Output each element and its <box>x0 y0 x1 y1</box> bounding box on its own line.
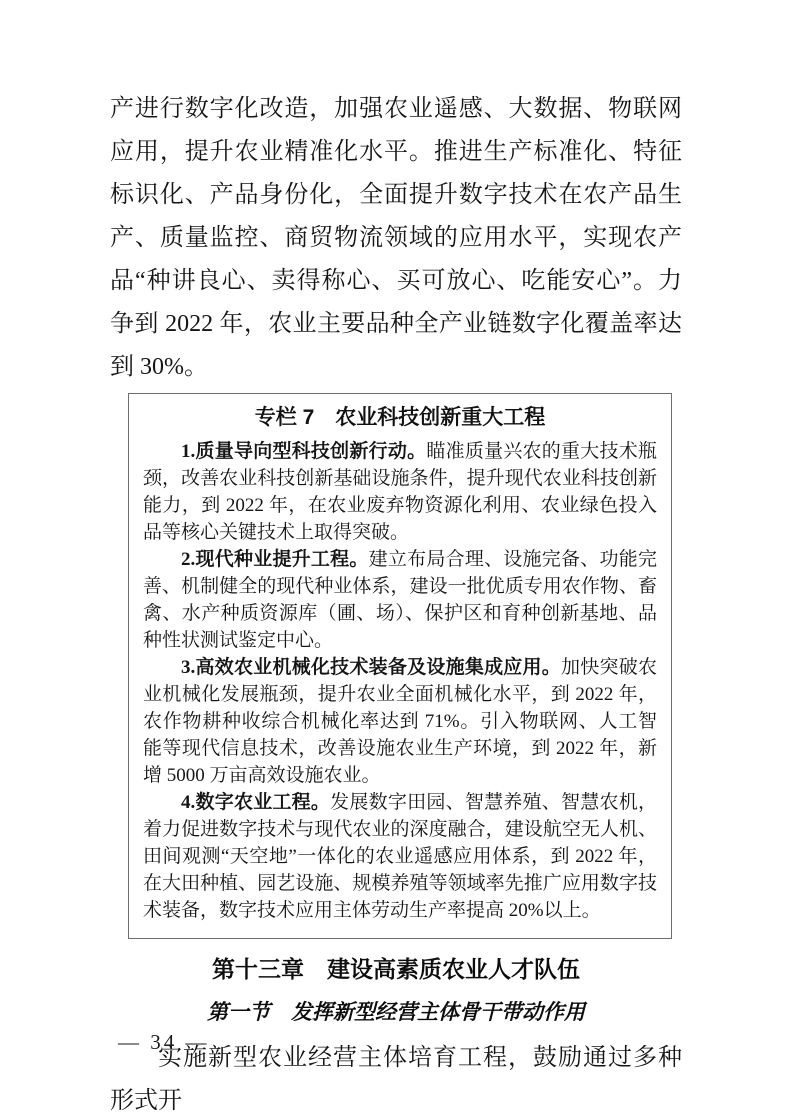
section-heading: 第一节 发挥新型经营主体骨干带动作用 <box>207 1000 585 1024</box>
callout-item-3-text: 加快突破农业机械化发展瓶颈，提升农业全面机械化水平，到 2022 年，农作物耕种收综合机械化率达到 71%。引入物联网、人工智能等现代信息技术，改善设施农业生产环境，到 2022 年，新增 5000 万亩高效设施农业。 <box>143 657 657 786</box>
closing-paragraph: 实施新型农业经营主体培育工程，鼓励通过多种形式开 <box>110 1045 682 1114</box>
callout-item-2 <box>143 546 657 654</box>
callout-item-1 <box>143 438 657 546</box>
callout-item-2-lead: 2.现代种业提升工程。 <box>181 549 369 570</box>
callout-item-3 <box>143 654 657 789</box>
callout-item-4-text: 发展数字田园、智慧养殖、智慧农机，着力促进数字技术与现代农业的深度融合，建设航空无人机、田间观测“天空地”一体化的农业遥感应用体系，到 2022 年，在大田种植、园艺设施、规模养殖等领域率先推广应用数字技术装备，数字技术应用主体劳动生产率提高 20%以上。 <box>143 792 657 921</box>
callout-item-3-lead: 3.高效农业机械化技术装备及设施集成应用。 <box>181 657 562 678</box>
callout-item-4-lead: 4.数字农业工程。 <box>181 792 331 813</box>
callout-item-1-lead: 1.质量导向型科技创新行动。 <box>181 441 427 462</box>
callout-item-4 <box>143 789 657 924</box>
chapter-heading: 第十三章 建设高素质农业人才队伍 <box>212 956 580 982</box>
callout-box <box>128 393 672 939</box>
callout-item-1-text: 瞄准质量兴农的重大技术瓶颈，改善农业科技创新基础设施条件，提升现代农业科技创新能力，到 2022 年，在农业废弃物资源化利用、农业绿色投入品等核心关键技术上取得突破。 <box>143 441 657 543</box>
callout-item-2-text: 建立布局合理、设施完备、功能完善、机制健全的现代种业体系，建设一批优质专用农作物、畜禽、水产种质资源库（圃、场）、保护区和育种创新基地、品种性状测试鉴定中心。 <box>143 549 657 651</box>
callout-box-title: 专栏 7 农业科技创新重大工程 <box>254 406 546 429</box>
page-number: — 34 — <box>118 1030 210 1054</box>
intro-paragraph: 产进行数字化改造，加强农业遥感、大数据、物联网应用，提升农业精准化水平。推进生产标准化、特征标识化、产品身份化，全面提升数字技术在农产品生产、质量监控、商贸物流领域的应用水平，实现农产品“种讲良心、卖得称心、买可放心、吃能安心”。力争到 2022 年，农业主要品种全产业链数字化覆盖率达到 30%。 <box>110 96 682 380</box>
